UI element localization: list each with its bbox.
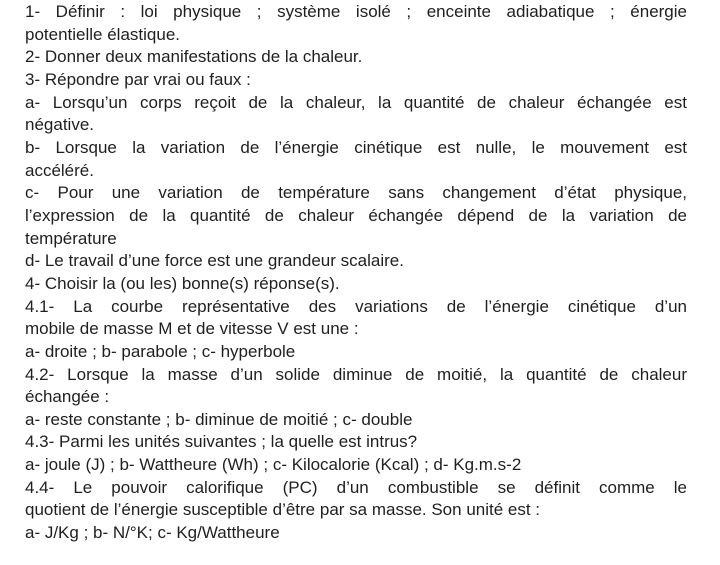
line-q1-definitions: 1- Définir : loi physique ; système isolé ; enceinte adiabatique ; énergie [25,2,687,21]
line-q3b: b- Lorsque la variation de l’énergie cinétique est nulle, le mouvement est [25,137,687,157]
line-q3c: c- Pour une variation de température sans changement d’état physique, [25,183,687,203]
line-q4-4-cont: quotient de l’énergie susceptible d’être par sa masse. Son unité est : [25,500,541,520]
line-q3-vrai-faux: 3- Répondre par vrai ou faux : [25,69,251,89]
line-q2-manifestations: 2- Donner deux manifestations de la chaleur. [25,47,363,67]
line-q4-2-cont: échangée : [25,387,110,407]
line-q4-1-cont: mobile de masse M et de vitesse V est une : [25,319,359,339]
line-q3a: a- Lorsqu’un corps reçoit de la chaleur, la quantité de chaleur échangée est [25,92,687,112]
line-q4-1-choices: a- droite ; b- parabole ; c- hyperbole [25,341,296,361]
line-q1-definitions-cont: potentielle élastique. [25,24,181,44]
line-q3b-cont: accéléré. [25,160,94,180]
line-q3a-cont: négative. [25,115,94,135]
line-q4-4-choices: a- J/Kg ; b- N/°K; c- Kg/Wattheure [25,523,280,543]
line-q3c-cont1: l’expression de la quantité de chaleur échangée dépend de la variation de [25,205,687,225]
line-q3c-cont2: température [25,228,117,248]
line-q3d: d- Le travail d’une force est une grandeur scalaire. [25,251,404,271]
line-q4-2-choices: a- reste constante ; b- diminue de moitié ; c- double [25,409,413,429]
line-q4-4: 4.4- Le pouvoir calorifique (PC) d’un combustible se définit comme le [25,477,687,497]
line-q4-choisir: 4- Choisir la (ou les) bonne(s) réponse(s). [25,273,340,293]
line-q4-2: 4.2- Lorsque la masse d’un solide diminue de moitié, la quantité de chaleur [25,364,687,384]
line-q4-3-choices: a- joule (J) ; b- Wattheure (Wh) ; c- Kilocalorie (Kcal) ; d- Kg.m.s-2 [25,455,522,475]
line-q4-3: 4.3- Parmi les unités suivantes ; la quelle est intrus? [25,432,418,452]
line-q4-1: 4.1- La courbe représentative des variations de l’énergie cinétique d’un [25,296,687,316]
